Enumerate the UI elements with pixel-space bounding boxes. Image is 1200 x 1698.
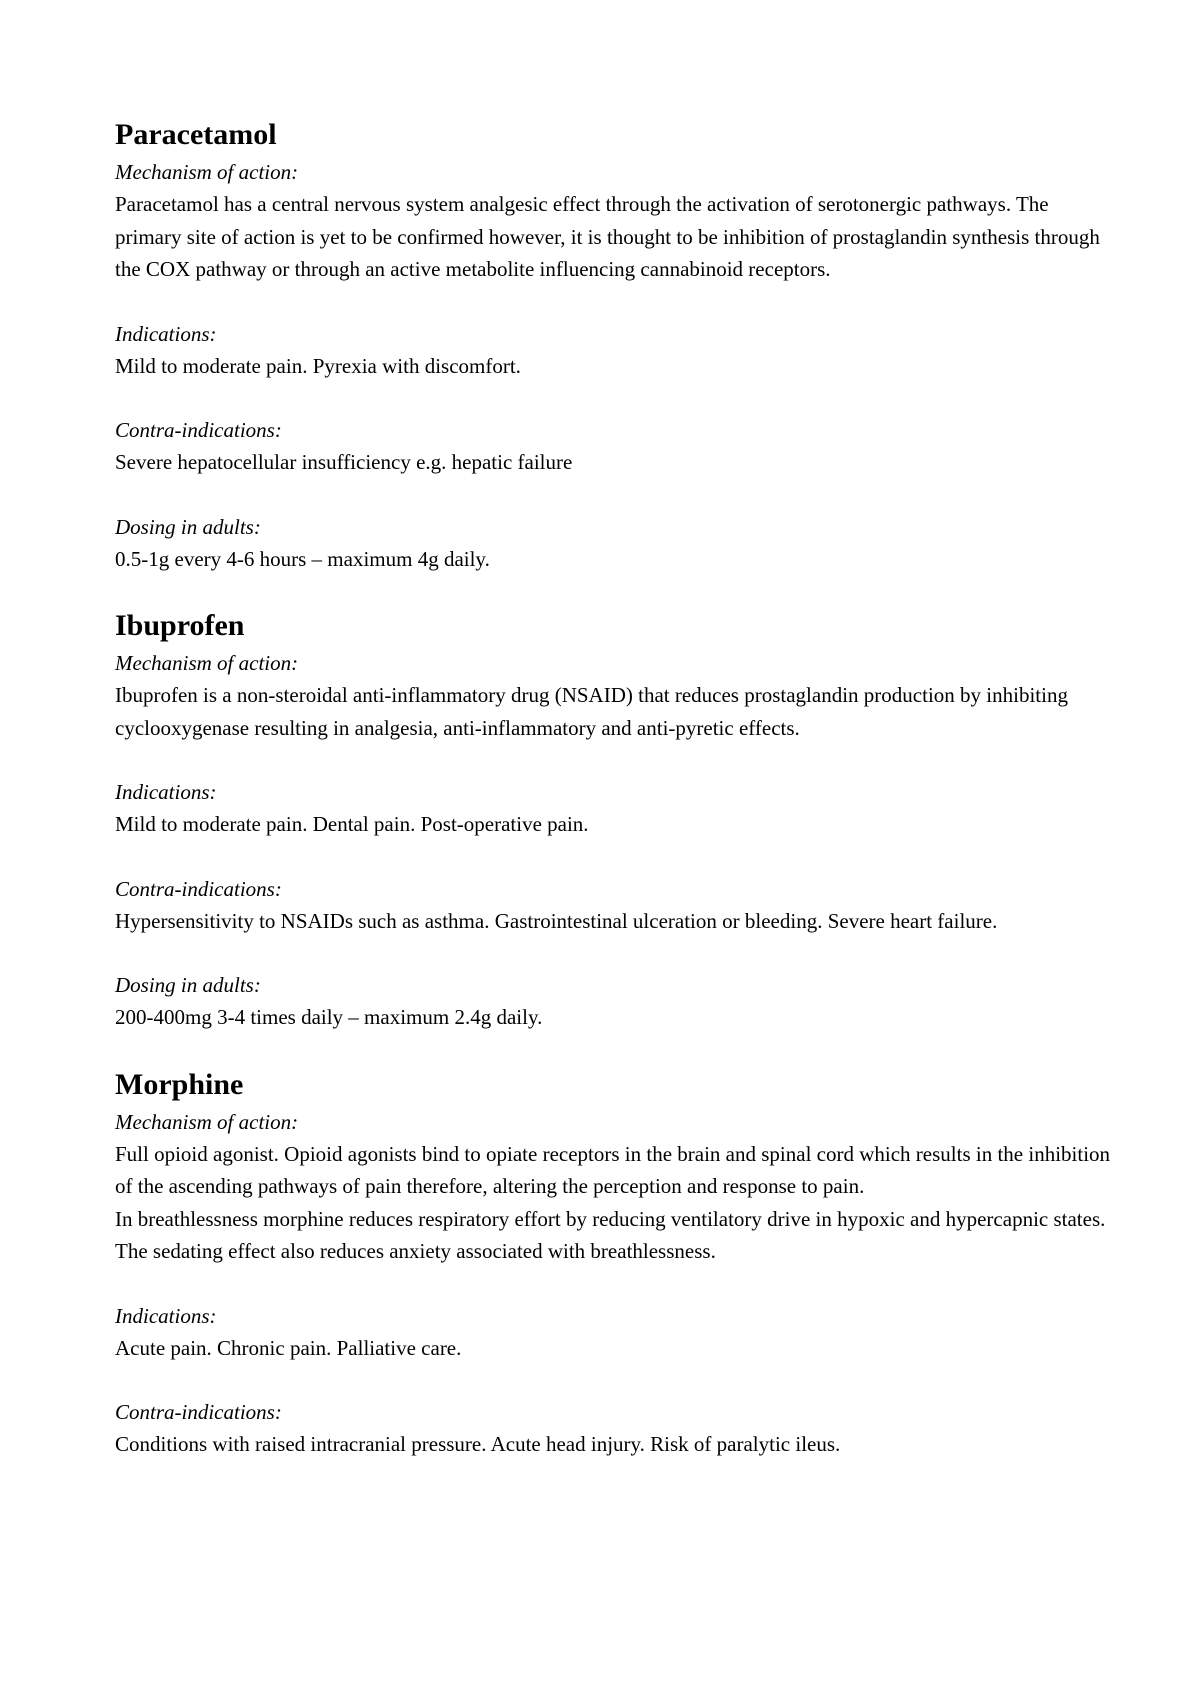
paragraph: Acute pain. Chronic pain. Palliative care. <box>115 1335 462 1360</box>
section-text <box>115 1001 1120 1034</box>
mechanism-section <box>115 156 1120 286</box>
mechanism-section <box>115 1106 1120 1268</box>
paragraph: Paracetamol has a central nervous system analgesic effect through the activation of serotonergic pathways. The primary site of action is yet to be confirmed however, it is thought to be inhibition of prostaglandin synthesis through the COX pathway or through an active metabolite influencing cannabinoid receptors. <box>115 192 1100 281</box>
indications-section <box>115 776 1120 841</box>
paragraph: In breathlessness morphine reduces respiratory effort by reducing ventilatory drive in hypoxic and hypercapnic states. The sedating effect also reduces anxiety associated with breathlessness. <box>115 1206 1106 1263</box>
dosing-section <box>115 969 1120 1034</box>
paragraph: Severe hepatocellular insufficiency e.g. hepatic failure <box>115 450 573 474</box>
paragraph: Ibuprofen is a non-steroidal anti-inflammatory drug (NSAID) that reduces prostaglandin production by inhibiting cyclooxygenase resulting in analgesia, anti-inflammatory and anti-pyretic effects. <box>115 683 1068 740</box>
contra-indications-section <box>115 873 1120 938</box>
paragraph: 200-400mg 3-4 times daily – maximum 2.4g daily. <box>115 1005 543 1029</box>
section-label: Dosing in adults: <box>115 514 261 539</box>
section-label: Indications: <box>115 321 217 346</box>
contra-indications-section <box>115 414 1120 479</box>
dosing-section <box>115 511 1120 576</box>
section-text <box>115 446 1120 479</box>
section-text <box>115 905 1120 938</box>
section-text <box>115 1428 1120 1461</box>
paragraph: Conditions with raised intracranial pressure. Acute head injury. Risk of paralytic ileus. <box>115 1432 841 1456</box>
drug-title: Paracetamol <box>115 118 277 151</box>
paragraph: Full opioid agonist. Opioid agonists bind to opiate receptors in the brain and spinal cord which results in the inhibition of the ascending pathways of pain therefore, altering the perception and response to pain. <box>115 1141 1111 1198</box>
drug-paracetamol <box>115 116 1120 575</box>
section-label: Indications: <box>115 1303 217 1328</box>
section-label: Mechanism of action: <box>115 160 299 184</box>
section-label: Indications: <box>115 780 217 804</box>
section-text <box>115 808 1120 841</box>
section-text <box>115 543 1120 576</box>
indications-section <box>115 1300 1120 1365</box>
contra-indications-section <box>115 1396 1120 1461</box>
paragraph: 0.5-1g every 4-6 hours – maximum 4g daily. <box>115 546 490 571</box>
section-text <box>115 188 1120 286</box>
section-text <box>115 350 1120 383</box>
section-label: Contra-indications: <box>115 418 282 442</box>
section-label: Mechanism of action: <box>115 1109 299 1134</box>
section-label: Mechanism of action: <box>115 651 299 675</box>
mechanism-section <box>115 647 1120 744</box>
section-text <box>115 679 1120 744</box>
drug-ibuprofen <box>115 607 1120 1034</box>
section-label: Contra-indications: <box>115 1400 282 1424</box>
drug-title: Morphine <box>115 1067 244 1101</box>
paragraph: Mild to moderate pain. Pyrexia with discomfort. <box>115 353 521 378</box>
indications-section <box>115 318 1120 383</box>
paragraph: Hypersensitivity to NSAIDs such as asthma. Gastrointestinal ulceration or bleeding. Severe heart failure. <box>115 908 998 933</box>
section-label: Contra-indications: <box>115 876 282 901</box>
section-text <box>115 1332 1120 1365</box>
paragraph: Mild to moderate pain. Dental pain. Post-operative pain. <box>115 812 589 836</box>
section-text <box>115 1138 1120 1268</box>
section-label: Dosing in adults: <box>115 973 261 997</box>
drug-title: Ibuprofen <box>115 609 245 642</box>
drug-morphine <box>115 1066 1120 1461</box>
